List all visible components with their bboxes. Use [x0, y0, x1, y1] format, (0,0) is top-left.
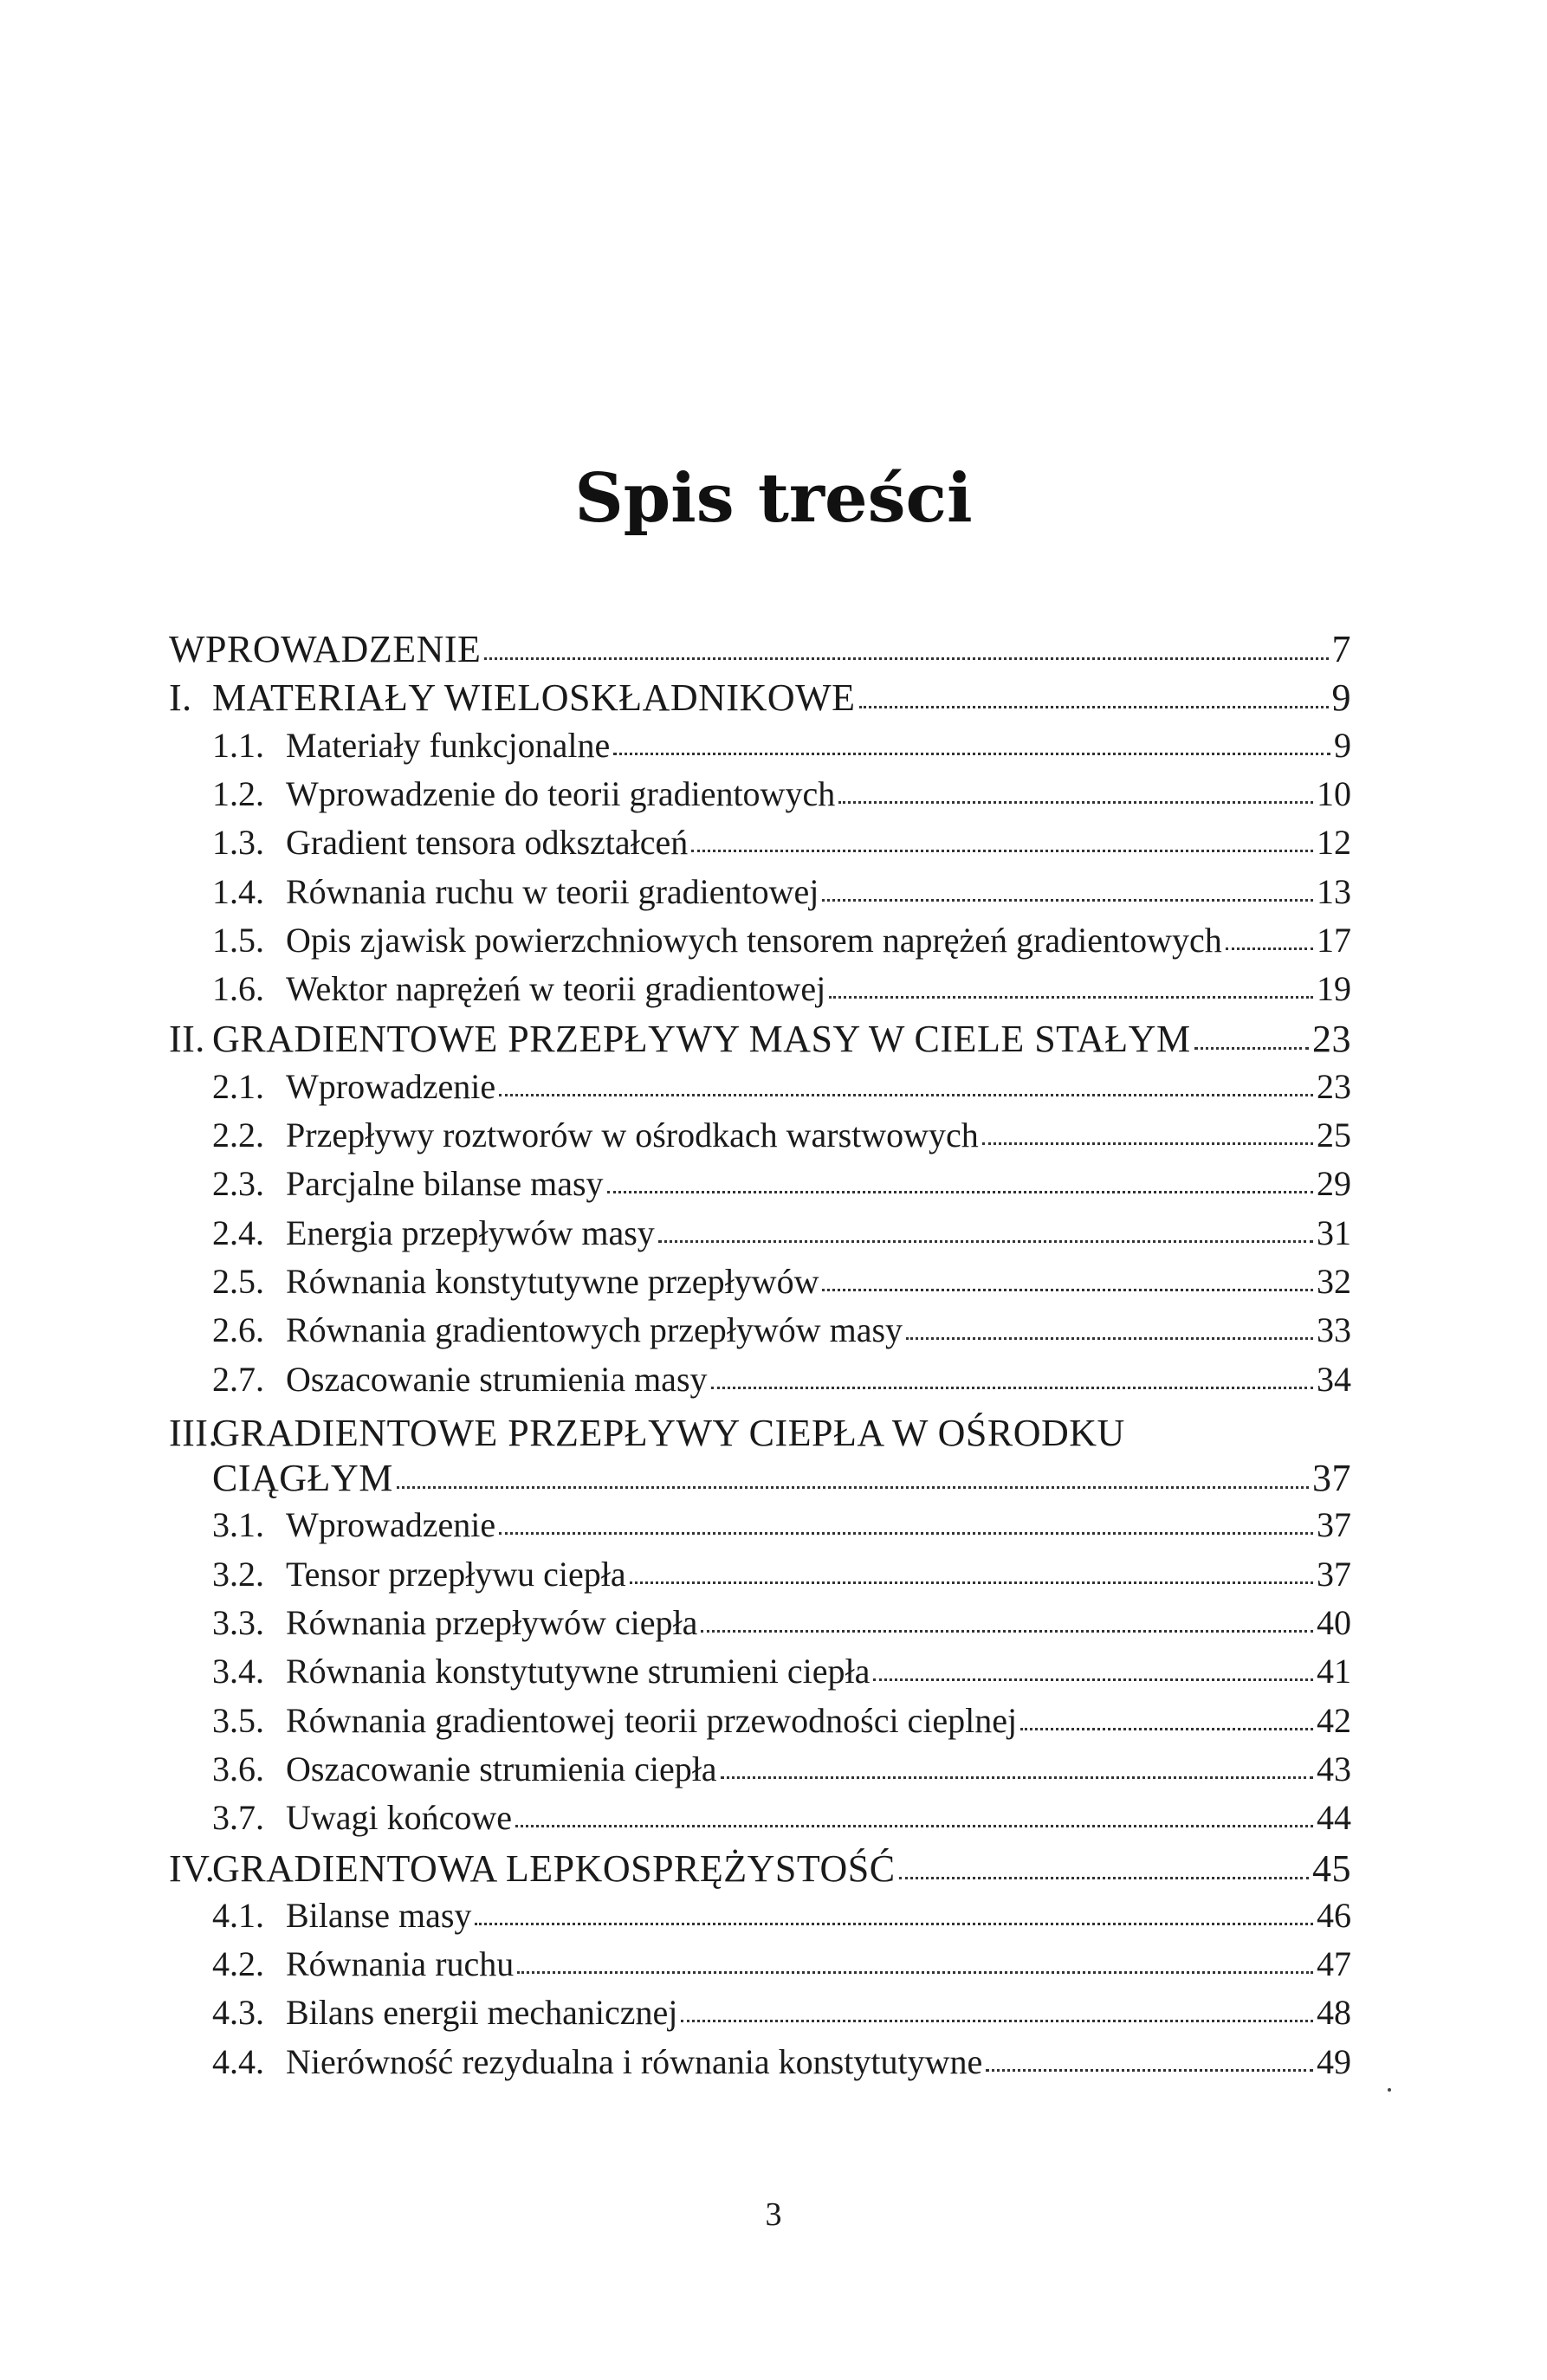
toc-page-number: 47: [1317, 1944, 1351, 1984]
toc-entry-number: 3.1.: [212, 1505, 264, 1545]
toc-entry-section: [212, 1993, 1351, 2033]
toc-leader-dots: [711, 1387, 1313, 1389]
toc-entry-number: 3.5.: [212, 1700, 264, 1740]
toc-entry-title: Równania ruchu: [286, 1944, 515, 1984]
toc-entry-section: [212, 1895, 1351, 1935]
toc-entry-section: [212, 725, 1351, 765]
toc-entry-title: GRADIENTOWA LEPKOSPRĘŻYSTOŚĆ: [212, 1846, 896, 1890]
toc-entry-title: Równania konstytutywne przepływów: [286, 1261, 819, 1301]
toc-entry-number: 2.5.: [212, 1261, 264, 1301]
toc-leader-dots: [829, 996, 1313, 999]
toc-leader-dots: [838, 801, 1313, 804]
toc-entry-number: 2.6.: [212, 1310, 264, 1350]
toc-entry-section: [212, 1310, 1351, 1350]
toc-chapter-title: GRADIENTOWE PRZEPŁYWY CIEPŁA W OŚRODKU: [212, 1411, 1125, 1454]
toc-entry-title: MATERIAŁY WIELOSKŁADNIKOWE: [212, 676, 856, 720]
toc-entry-number: 3.2.: [212, 1554, 264, 1594]
toc-leader-dots: [475, 1923, 1313, 1925]
toc-entry-number: 1.5.: [212, 920, 264, 960]
toc-entry-section: [212, 1603, 1351, 1642]
toc-page-number: 19: [1317, 969, 1351, 1009]
page-title: Spis treści: [574, 459, 973, 538]
toc-page-number: 42: [1317, 1700, 1351, 1740]
toc-entry-title: Opis zjawisk powierzchniowych tensorem naprężeń gradientowych: [286, 920, 1222, 960]
toc-leader-dots: [517, 1971, 1313, 1974]
toc-page-number: 10: [1317, 773, 1351, 813]
toc-leader-dots: [859, 706, 1329, 708]
toc-leader-dots: [691, 850, 1313, 852]
toc-entry-section: [212, 969, 1351, 1009]
toc-page-number: 33: [1317, 1310, 1351, 1350]
toc-entry-section: [212, 1944, 1351, 1984]
toc-leader-dots: [873, 1678, 1313, 1681]
toc-entry-title: Nierówność rezydualna i równania konstytutywne: [286, 2041, 983, 2081]
toc-leader-dots: [681, 2020, 1313, 2022]
toc-entry-number: 4.3.: [212, 1993, 264, 2033]
toc-leader-dots: [986, 2069, 1313, 2072]
toc-chapter-number: III.: [169, 1411, 218, 1454]
toc-entry-title: Równania ruchu w teorii gradientowej: [286, 871, 819, 911]
toc-entry-title: Oszacowanie strumienia ciepła: [286, 1749, 717, 1788]
toc-leader-dots: [499, 1094, 1313, 1096]
toc-leader-dots: [515, 1825, 1313, 1827]
toc-page-number: 49: [1317, 2041, 1351, 2081]
toc-page-number: 43: [1317, 1749, 1351, 1788]
toc-leader-dots: [658, 1240, 1313, 1243]
toc-page-number: 29: [1317, 1164, 1351, 1204]
toc-entry-title: Uwagi końcowe: [286, 1798, 513, 1838]
toc-page-number: 25: [1317, 1116, 1351, 1154]
toc-entry-number: 1.6.: [212, 969, 264, 1009]
toc-page-number: 45: [1312, 1846, 1351, 1890]
toc-entry-number: 3.3.: [212, 1603, 264, 1642]
toc-page-number: 44: [1317, 1798, 1351, 1838]
toc-page-number: 34: [1317, 1359, 1351, 1399]
toc-entry-section: [212, 1654, 1351, 1689]
toc-page-number: 9: [1331, 676, 1351, 720]
toc-leader-dots: [701, 1630, 1313, 1633]
toc-entry-number: 1.4.: [212, 871, 264, 911]
page-number: 3: [765, 2196, 782, 2233]
toc-page-number: 46: [1317, 1895, 1351, 1935]
toc-entry-section: [212, 1749, 1351, 1788]
toc-page-number: 37: [1317, 1505, 1351, 1545]
toc-page-number: 40: [1317, 1603, 1351, 1642]
toc-leader-dots: [822, 1289, 1313, 1291]
toc-entry-section: [212, 1261, 1351, 1301]
toc-entry-section: [212, 1505, 1351, 1545]
toc-entry-chapter: [169, 1846, 1351, 1890]
toc-page-number: 31: [1317, 1213, 1351, 1252]
toc-entry-section: [212, 1700, 1351, 1740]
toc-entry-number: 2.1.: [212, 1066, 264, 1106]
toc-leader-dots: [721, 1776, 1313, 1779]
toc-entry-chapter: [169, 676, 1351, 720]
toc-entry-number: IV.: [169, 1846, 216, 1890]
toc-leader-dots: [499, 1532, 1313, 1535]
toc-entry-number: 4.2.: [212, 1944, 264, 1984]
toc-entry-title: Wprowadzenie: [286, 1505, 496, 1545]
toc-entry-section: [212, 1118, 1351, 1153]
toc-entry-title: Parcjalne bilanse masy: [286, 1164, 604, 1204]
toc-entry-number: 1.1.: [212, 725, 264, 765]
toc-entry-chapter: [169, 1018, 1351, 1061]
toc-entry-title: Tensor przepływu ciepła: [286, 1554, 626, 1594]
toc-entry-number: 4.1.: [212, 1895, 264, 1935]
toc-entry-title: CIĄGŁYM: [212, 1457, 393, 1500]
toc-entry-number: 3.7.: [212, 1798, 264, 1838]
toc-page-number: 37: [1312, 1457, 1351, 1500]
toc-page-number: 23: [1312, 1018, 1351, 1061]
toc-entry-section: [212, 2041, 1351, 2081]
toc-page-number: 12: [1317, 823, 1351, 863]
toc-leader-dots: [1020, 1728, 1313, 1730]
toc-entry-title: Wektor naprężeń w teorii gradientowej: [286, 969, 826, 1009]
toc-page-number: 7: [1331, 628, 1351, 670]
toc-entry-section: [212, 1359, 1351, 1399]
toc-entry-section: [212, 1164, 1351, 1204]
toc-leader-dots: [613, 753, 1330, 755]
toc-page-number: 13: [1317, 871, 1351, 911]
toc-entry-title: Bilans energii mechanicznej: [286, 1993, 678, 2033]
toc-leader-dots: [607, 1191, 1313, 1193]
toc-entry-number: 1.2.: [212, 773, 264, 813]
toc-entry-title: Równania gradientowej teorii przewodności cieplnej: [286, 1700, 1018, 1740]
toc-entry-section: [212, 871, 1351, 911]
toc-entry-title: Bilanse masy: [286, 1895, 472, 1935]
toc-entry-section: [212, 823, 1351, 863]
toc-entry-number: 1.3.: [212, 823, 264, 863]
toc-entry-title: Równania przepływów ciepła: [286, 1603, 698, 1642]
toc-leader-dots: [630, 1581, 1313, 1584]
toc-page-number: 48: [1317, 1993, 1351, 2033]
toc-entry-title: Materiały funkcjonalne: [286, 725, 611, 765]
toc-leader-dots: [822, 899, 1313, 902]
toc-leader-dots: [1226, 947, 1313, 950]
toc-page-number: 37: [1317, 1554, 1351, 1594]
toc-entry-number: II.: [169, 1018, 205, 1061]
toc-entry-number: 3.4.: [212, 1652, 264, 1691]
toc-page-number: 32: [1317, 1261, 1351, 1301]
toc-leader-dots: [899, 1877, 1309, 1879]
toc-entry-title: GRADIENTOWE PRZEPŁYWY MASY W CIELE STAŁYM: [212, 1018, 1191, 1061]
toc-entry-title: Równania konstytutywne strumieni ciepła: [286, 1652, 871, 1691]
toc-page-number: 9: [1334, 725, 1351, 765]
scan-speck: [1388, 2088, 1391, 2092]
toc-entry-title: Równania gradientowych przepływów masy: [286, 1310, 903, 1350]
toc-entry-number: 3.6.: [212, 1749, 264, 1788]
toc-leader-dots: [906, 1337, 1313, 1340]
toc-entry-title: Wprowadzenie do teorii gradientowych: [286, 773, 836, 813]
toc-entry-title: Energia przepływów masy: [286, 1213, 655, 1252]
toc-entry-title: Oszacowanie strumienia masy: [286, 1359, 708, 1399]
toc-entry-section: [212, 1213, 1351, 1252]
toc-entry-number: I.: [169, 676, 192, 720]
toc-page-number: 23: [1317, 1066, 1351, 1106]
toc-entry-section: [212, 1066, 1351, 1106]
toc-entry-number: 2.2.: [212, 1116, 264, 1154]
toc-entry-number: 4.4.: [212, 2041, 264, 2081]
toc-entry-section: [212, 1798, 1351, 1838]
toc-entry-section: [212, 920, 1351, 960]
toc-page-number: 17: [1317, 920, 1351, 960]
toc-leader-dots: [484, 657, 1328, 660]
toc-entry-intro: [169, 628, 1351, 670]
toc-entry-number: 2.4.: [212, 1213, 264, 1252]
toc-entry-title: Przepływy roztworów w ośrodkach warstwowych: [286, 1116, 979, 1154]
toc-entry-title: Wprowadzenie: [286, 1066, 496, 1106]
toc-leader-dots: [1194, 1047, 1309, 1050]
toc-entry-title: WPROWADZENIE: [169, 628, 482, 670]
toc-page-number: 41: [1317, 1652, 1351, 1691]
toc-entry-number: 2.7.: [212, 1359, 264, 1399]
toc-entry-title: Gradient tensora odkształceń: [286, 823, 689, 863]
toc-entry-chapter-continued: [212, 1457, 1351, 1500]
toc-leader-dots: [982, 1142, 1313, 1145]
toc-entry-number: 2.3.: [212, 1164, 264, 1204]
toc-entry-section: [212, 1554, 1351, 1594]
toc-leader-dots: [397, 1486, 1309, 1489]
toc-entry-section: [212, 773, 1351, 813]
